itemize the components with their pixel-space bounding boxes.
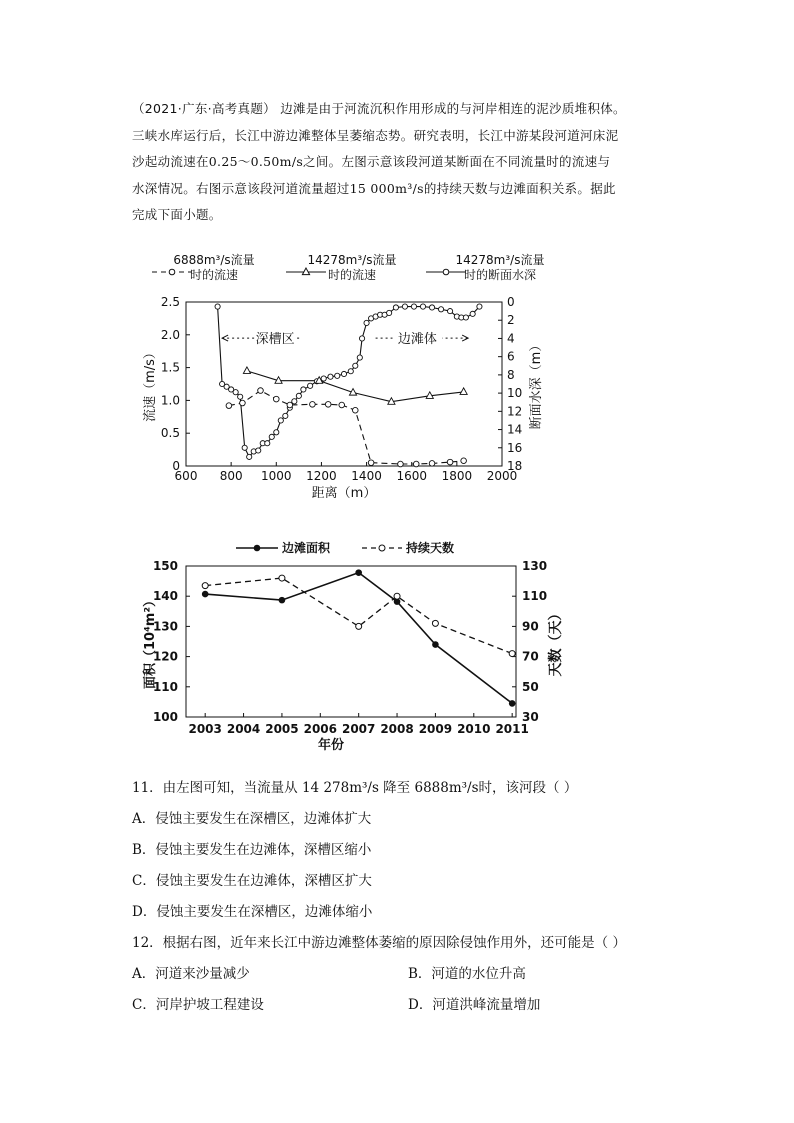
x-tick-label: 600 [174, 469, 198, 483]
y2-tick-label: 50 [522, 679, 539, 694]
depth-point [292, 399, 297, 404]
velocity-6888-point [398, 461, 404, 467]
depth-point [411, 304, 416, 309]
q12-option-c[interactable]: C．河岸护坡工程建设 [132, 997, 264, 1013]
y2-tick-label: 70 [522, 649, 539, 664]
velocity-6888-point [413, 461, 419, 467]
x-tick-label: 1800 [441, 469, 473, 483]
legend-marker-area [254, 545, 261, 552]
area-point [509, 700, 516, 707]
velocity-6888-point [352, 407, 358, 413]
days-point [279, 575, 285, 581]
depth-point [233, 390, 238, 395]
y-tick-label: 130 [152, 619, 178, 634]
depth-point [420, 304, 425, 309]
velocity-14278-point [243, 367, 250, 374]
velocity-6888-point [287, 402, 293, 408]
velocity-6888-point [310, 402, 316, 408]
depth-point [348, 369, 353, 374]
depth-point [477, 304, 482, 309]
q12-option-b[interactable]: B．河道的水位升高 [408, 966, 526, 982]
y-tick-label: 2.0 [160, 327, 180, 342]
deep-channel-label: 深槽区 [255, 332, 295, 348]
x-tick-label: 1000 [261, 469, 292, 483]
depth-point [341, 371, 346, 376]
source-tag: （2021·广东·高考真题） [132, 101, 276, 116]
legend-marker-3 [443, 269, 449, 275]
chart1-legend [152, 252, 544, 282]
days-point [202, 583, 208, 589]
q11-option-a[interactable]: A．侵蚀主要发生在深槽区，边滩体扩大 [132, 811, 372, 827]
velocity-6888-point [368, 460, 374, 466]
y2-tick-label: 0 [507, 295, 515, 309]
area-line [205, 573, 512, 704]
intro-text-1: 边滩是由于河流沉积作用形成的与河岸相连的泥沙质堆积体。 [275, 101, 626, 116]
y-tick-label: 150 [152, 559, 178, 573]
q12-option-a[interactable]: A．河道来沙量减少 [132, 966, 250, 982]
legend-label-area: 边滩面积 [282, 541, 331, 555]
chart1-axes [142, 295, 544, 501]
depth-point [321, 376, 326, 381]
x-axis-title: 距离（m） [311, 486, 377, 501]
y2-tick-label: 12 [507, 404, 523, 419]
depth-point [301, 387, 306, 392]
y-tick-label: 0 [172, 459, 180, 473]
q11-option-c[interactable]: C．侵蚀主要发生在边滩体，深槽区扩大 [132, 873, 372, 889]
depth-point [242, 445, 247, 450]
x-tick-label: 2003 [188, 722, 222, 736]
depth-point [402, 304, 407, 309]
x-tick-label: 2004 [226, 722, 261, 736]
intro-line-2: 三峡水库运行后，长江中游边滩整体呈萎缩态势。研究表明，长江中游某段河道河床泥 [132, 127, 619, 143]
x-tick-label: 2006 [303, 722, 338, 736]
y-tick-label: 2.5 [160, 295, 180, 309]
y2-tick-label: 6 [507, 349, 515, 364]
intro-line-4: 水深情况。右图示意该段河道流量超过15 000m³/s的持续天数与边滩面积关系。据此 [132, 180, 616, 196]
y2-tick-label: 16 [507, 440, 523, 455]
depth-point [328, 374, 333, 379]
legend-marker-days [379, 545, 385, 551]
depth-point [470, 311, 475, 316]
y2-tick-label: 10 [507, 386, 523, 401]
y2-axis-title: 断面水深（m） [529, 338, 544, 430]
velocity-6888-line [229, 391, 464, 464]
velocity-6888-point [447, 459, 453, 465]
q11-option-d[interactable]: D．侵蚀主要发生在深槽区，边滩体缩小 [132, 904, 373, 920]
velocity-depth-chart [140, 252, 580, 512]
days-point [394, 593, 400, 599]
intro-line-1 [132, 96, 672, 123]
legend-label-3-b: 时的断面水深 [463, 268, 537, 282]
intro-line-5: 完成下面小题。 [132, 207, 222, 222]
chart2-marks [202, 569, 516, 706]
depth-point [463, 315, 468, 320]
velocity-6888-point [429, 461, 435, 467]
area-point [432, 641, 439, 648]
depth-point [447, 309, 452, 314]
chart2-frame [186, 566, 516, 717]
depth-point [335, 373, 340, 378]
x-tick-label: 1600 [396, 469, 427, 483]
question-12-stem: 12．根据右图，近年来长江中游边滩整体萎缩的原因除侵蚀作用外，还可能是（ ） [132, 935, 626, 951]
chart2-legend [236, 540, 454, 555]
legend-label-2-a: 14278m³/s流量 [307, 253, 397, 267]
x-tick-label: 2000 [486, 469, 518, 483]
days-point [356, 623, 362, 629]
depth-point [353, 363, 358, 368]
x-tick-label: 2005 [265, 722, 299, 736]
depth-point [256, 448, 261, 453]
y2-axis-title: 天数（天） [548, 606, 564, 677]
x-tick-label: 1400 [351, 469, 382, 483]
intro-paragraph [132, 96, 672, 229]
x-tick-label: 2011 [495, 722, 529, 736]
velocity-6888-point [339, 402, 345, 408]
y-tick-label: 1.5 [160, 360, 180, 375]
depth-point [278, 418, 283, 423]
velocity-6888-point [258, 388, 264, 394]
right-arrow-icon [462, 335, 468, 341]
velocity-14278-point [460, 388, 467, 395]
velocity-6888-point [273, 396, 279, 402]
depth-point [296, 393, 301, 398]
y-axis-title: 流速（m/s） [143, 346, 158, 422]
depth-point [283, 413, 288, 418]
depth-point [357, 355, 362, 360]
y2-tick-label: 2 [507, 313, 515, 328]
y2-tick-label: 90 [522, 619, 539, 634]
area-point [355, 569, 362, 576]
depth-point [308, 383, 313, 388]
legend-marker-2 [302, 268, 309, 275]
y-tick-label: 110 [152, 679, 178, 694]
depth-point [265, 441, 270, 446]
y2-tick-label: 14 [507, 422, 523, 437]
y2-tick-label: 4 [507, 331, 515, 346]
depth-point [274, 430, 279, 435]
legend-label-2-b: 时的流速 [327, 268, 377, 282]
question-11-stem: 11．由左图可知，当流量从 14 278m³/s 降至 6888m³/s时，该河段（ ） [132, 780, 578, 796]
depth-point [393, 305, 398, 310]
depth-point [438, 307, 443, 312]
depth-point [247, 454, 252, 459]
y-axis-title: 面积（10⁴m²） [143, 593, 158, 690]
legend-label-1-a: 6888m³/s流量 [173, 253, 255, 267]
legend-label-1-b: 时的流速 [189, 268, 239, 282]
days-point [432, 620, 438, 626]
x-tick-label: 800 [219, 469, 243, 483]
depth-point [238, 394, 243, 399]
y2-tick-label: 30 [522, 710, 539, 724]
velocity-6888-point [461, 458, 467, 464]
velocity-6888-point [240, 400, 246, 406]
y2-tick-label: 18 [507, 459, 523, 473]
depth-point [359, 336, 364, 341]
x-tick-label: 2008 [380, 722, 414, 736]
depth-point [429, 305, 434, 310]
q12-option-d[interactable]: D．河道洪峰流量增加 [408, 997, 541, 1013]
x-axis-title: 年份 [317, 738, 345, 753]
x-tick-label: 2007 [341, 722, 376, 736]
velocity-6888-point [226, 403, 232, 409]
y2-tick-label: 110 [522, 589, 548, 604]
legend-label-days: 持续天数 [406, 541, 455, 555]
days-point [509, 651, 515, 657]
depth-point [387, 310, 392, 315]
chart1-frame [186, 302, 502, 466]
legend-marker-1 [169, 269, 175, 275]
depth-point [364, 320, 369, 325]
x-tick-label: 2010 [457, 722, 491, 736]
depth-point [269, 434, 274, 439]
days-line [205, 578, 512, 654]
y-tick-label: 120 [152, 649, 178, 664]
x-tick-label: 2009 [418, 722, 453, 736]
area-days-chart [140, 536, 580, 756]
point-bar-label: 边滩体 [397, 332, 437, 348]
legend-label-3-a: 14278m³/s流量 [455, 253, 545, 267]
y-tick-label: 140 [152, 589, 178, 604]
y-tick-label: 100 [152, 710, 178, 724]
intro-line-3: 沙起动流速在0.25～0.50m/s之间。左图示意该段河道某断面在不同流量时的流速与 [132, 154, 611, 169]
y-tick-label: 0.5 [160, 426, 180, 441]
area-point [202, 591, 209, 598]
y-tick-label: 1.0 [160, 393, 180, 408]
y2-tick-label: 130 [522, 559, 548, 573]
q11-option-b[interactable]: B．侵蚀主要发生在边滩体，深槽区缩小 [132, 842, 372, 858]
area-point [279, 597, 286, 604]
y2-tick-label: 8 [507, 367, 515, 382]
velocity-6888-point [325, 402, 331, 408]
depth-point [215, 304, 220, 309]
x-tick-label: 1200 [306, 469, 337, 483]
